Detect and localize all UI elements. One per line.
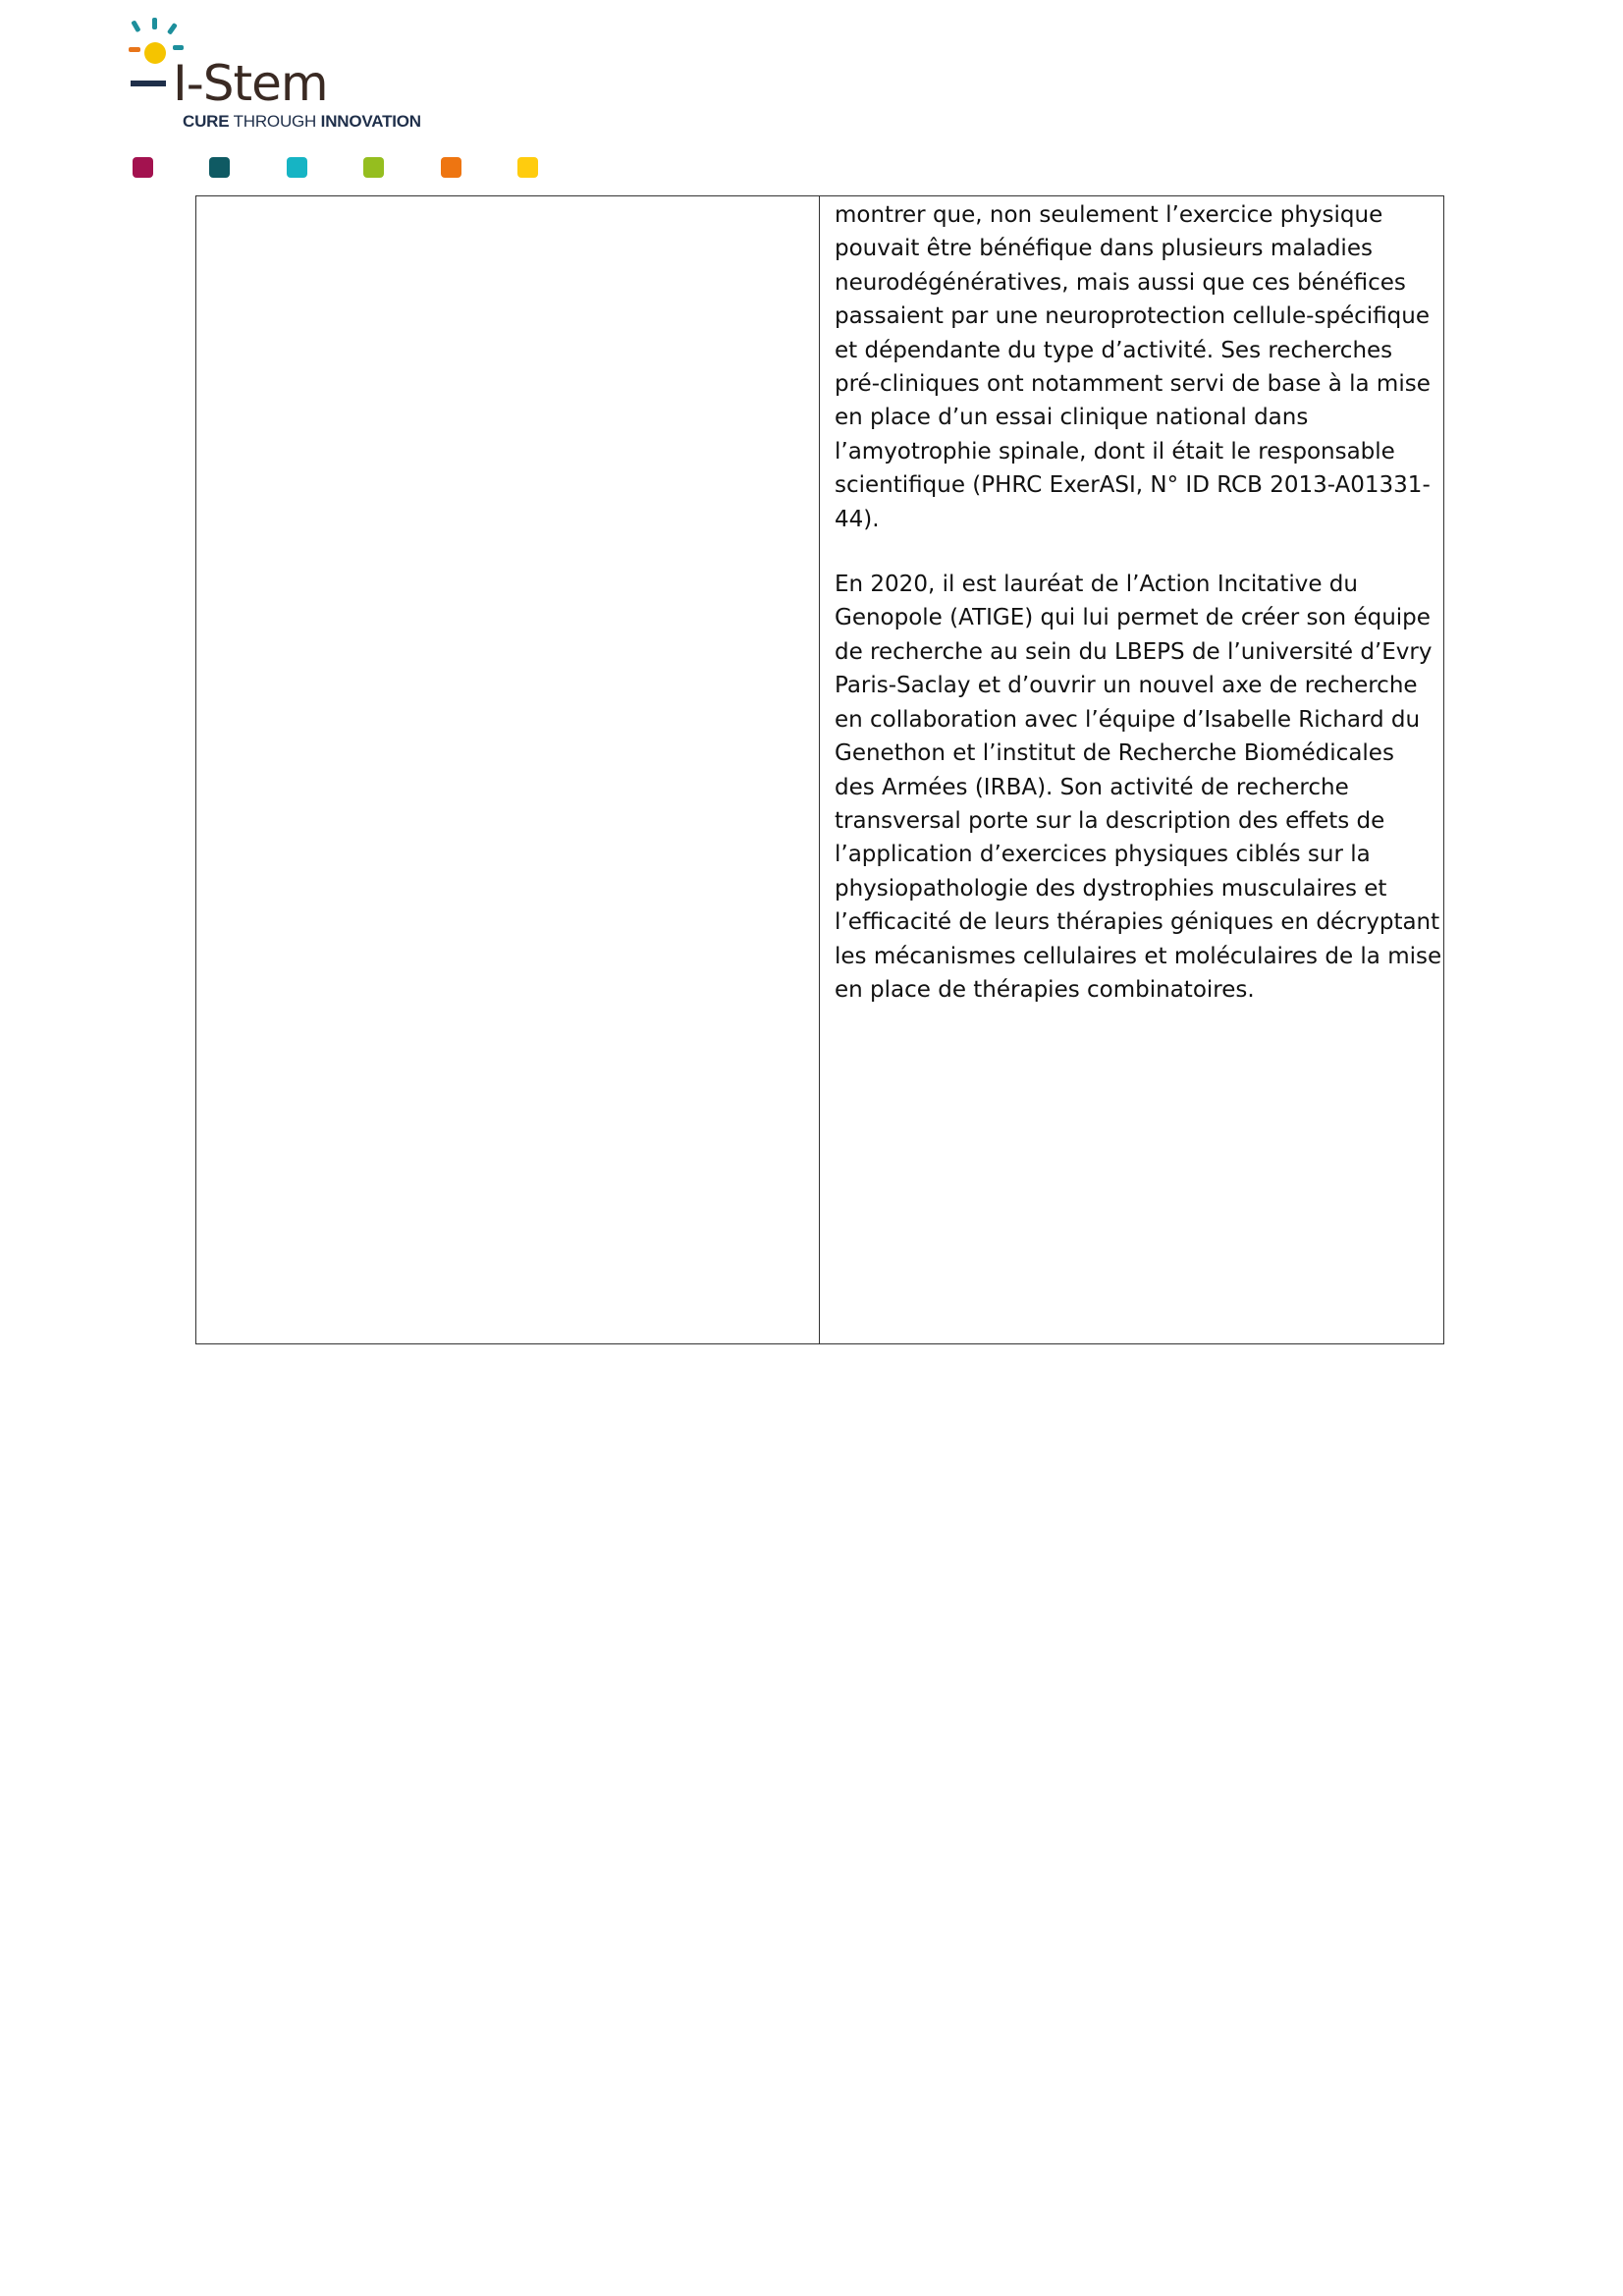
table-cell-left — [196, 196, 820, 1343]
text-line: 44). — [835, 506, 880, 532]
text-line: en place de thérapies combinatoires. — [835, 976, 1255, 1003]
text-line: de recherche au sein du LBEPS de l’université d’Evry — [835, 638, 1433, 665]
swatch-magenta — [133, 157, 153, 178]
text-line: en collaboration avec l’équipe d’Isabelle Richard du — [835, 706, 1421, 733]
text-line: l’efficacité de leurs thérapies géniques en décryptant — [835, 909, 1440, 936]
tagline-innovation: INNOVATION — [320, 112, 421, 131]
text-line: pré-cliniques ont notamment servi de base à la mise — [835, 371, 1431, 398]
text-line: l’application d’exercices physiques ciblés sur la — [835, 842, 1371, 868]
text-line: montrer que, non seulement l’exercice physique — [835, 202, 1383, 228]
text-line: En 2020, il est lauréat de l’Action Incitative du — [835, 572, 1358, 598]
swatch-orange — [441, 157, 461, 178]
tagline-cure: CURE — [183, 112, 230, 131]
color-swatch-bar — [133, 157, 545, 179]
text-line: passaient par une neuroprotection cellule-spécifique — [835, 303, 1430, 330]
table-cell-right — [820, 196, 1443, 1343]
text-line: les mécanismes cellulaires et moléculaires de la mise — [835, 943, 1442, 969]
swatch-cyan — [287, 157, 307, 178]
paragraph-atige-2020 — [835, 568, 1442, 1007]
text-line: l’amyotrophie spinale, dont il était le responsable — [835, 438, 1395, 465]
tagline-through: THROUGH — [233, 112, 317, 131]
text-line: neurodégénératives, mais aussi que ces bénéfices — [835, 269, 1406, 296]
text-line: des Armées (IRBA). Son activité de recherche — [835, 774, 1349, 800]
text-line: pouvait être bénéfique dans plusieurs maladies — [835, 236, 1373, 262]
logo-tagline — [183, 112, 421, 132]
text-line: Paris-Saclay et d’ouvrir un nouvel axe de recherche — [835, 673, 1418, 699]
logo-wordmark: I-Stem — [173, 55, 328, 112]
paragraph-research-background — [835, 198, 1432, 536]
content-table — [195, 195, 1444, 1344]
swatch-dark-teal — [209, 157, 230, 178]
text-line: scientifique (PHRC ExerASI, N° ID RCB 2013-A01331- — [835, 472, 1431, 499]
text-line: et dépendante du type d’activité. Ses recherches — [835, 337, 1393, 363]
istem-logo — [126, 18, 450, 136]
swatch-lime — [363, 157, 384, 178]
text-line: Genopole (ATIGE) qui lui permet de créer son équipe — [835, 605, 1431, 631]
text-line: transversal porte sur la description des effets de — [835, 807, 1385, 834]
swatch-yellow — [517, 157, 538, 178]
text-line: Genethon et l’institut de Recherche Biomédicales — [835, 740, 1394, 767]
text-line: physiopathologie des dystrophies musculaires et — [835, 875, 1387, 902]
text-line: en place d’un essai clinique national dans — [835, 405, 1309, 431]
